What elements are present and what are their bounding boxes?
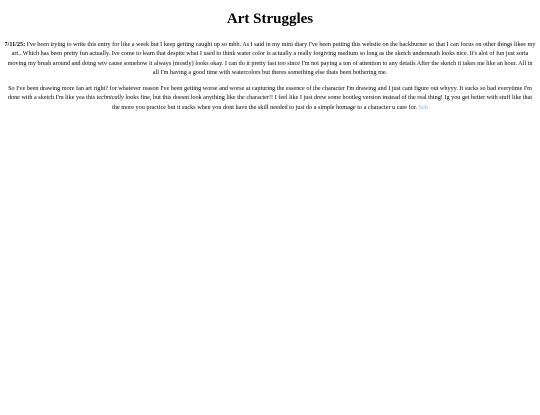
page-title: Art Struggles xyxy=(226,11,314,27)
entry-paragraph-1-text: I've been trying to write this entry for like a week but I keep getting caught up so mbb. As I said in my mini diary I've been putting this website on the backburner so that I can focus on other things likee my art.. Which has been pretty fun actually. Ive come to learn that despite what I used to think water color is actually a really forgiving medium so long as the sketch underneath looks nice. It's alot of fun just sorta moving my brush around and doing wtv cause somehow it always (mostly) looks okay. I can do it pretty fast too since I'm not paying a ton of attention to any details After the sketch it takes me like an hour. All in all I'm having a good time with watercolors but theres something else thats been bothering me. xyxy=(7,41,536,76)
entry-paragraph-2-text-b: looks fine, but this doesnt look anything like the character!! I feel like I just drew some bootleg version instead of the real thing! Ig you get better with stuff like that the more you practice but it sucks when you dont have the skill needed to just do a simple homage to a character u care for. xyxy=(112,94,533,111)
page-content xyxy=(0,10,540,112)
entry-paragraph-2-text-a: So I've been drawing more fan art right? for whatever reason I've been getting worse and worse at capturing the essence of the character I'm drawing and I just cant figure out whyyy. It sucks so bad everytime I'm done with a sketch I'm like yea this xyxy=(7,85,532,102)
entry-paragraph-1 xyxy=(4,40,536,77)
entry-date: 7/11/25: xyxy=(4,41,26,48)
emoticon: 6o6 xyxy=(418,103,428,111)
entry-emphasis-technically: technically xyxy=(96,94,124,102)
entry-paragraph-2 xyxy=(4,84,536,112)
